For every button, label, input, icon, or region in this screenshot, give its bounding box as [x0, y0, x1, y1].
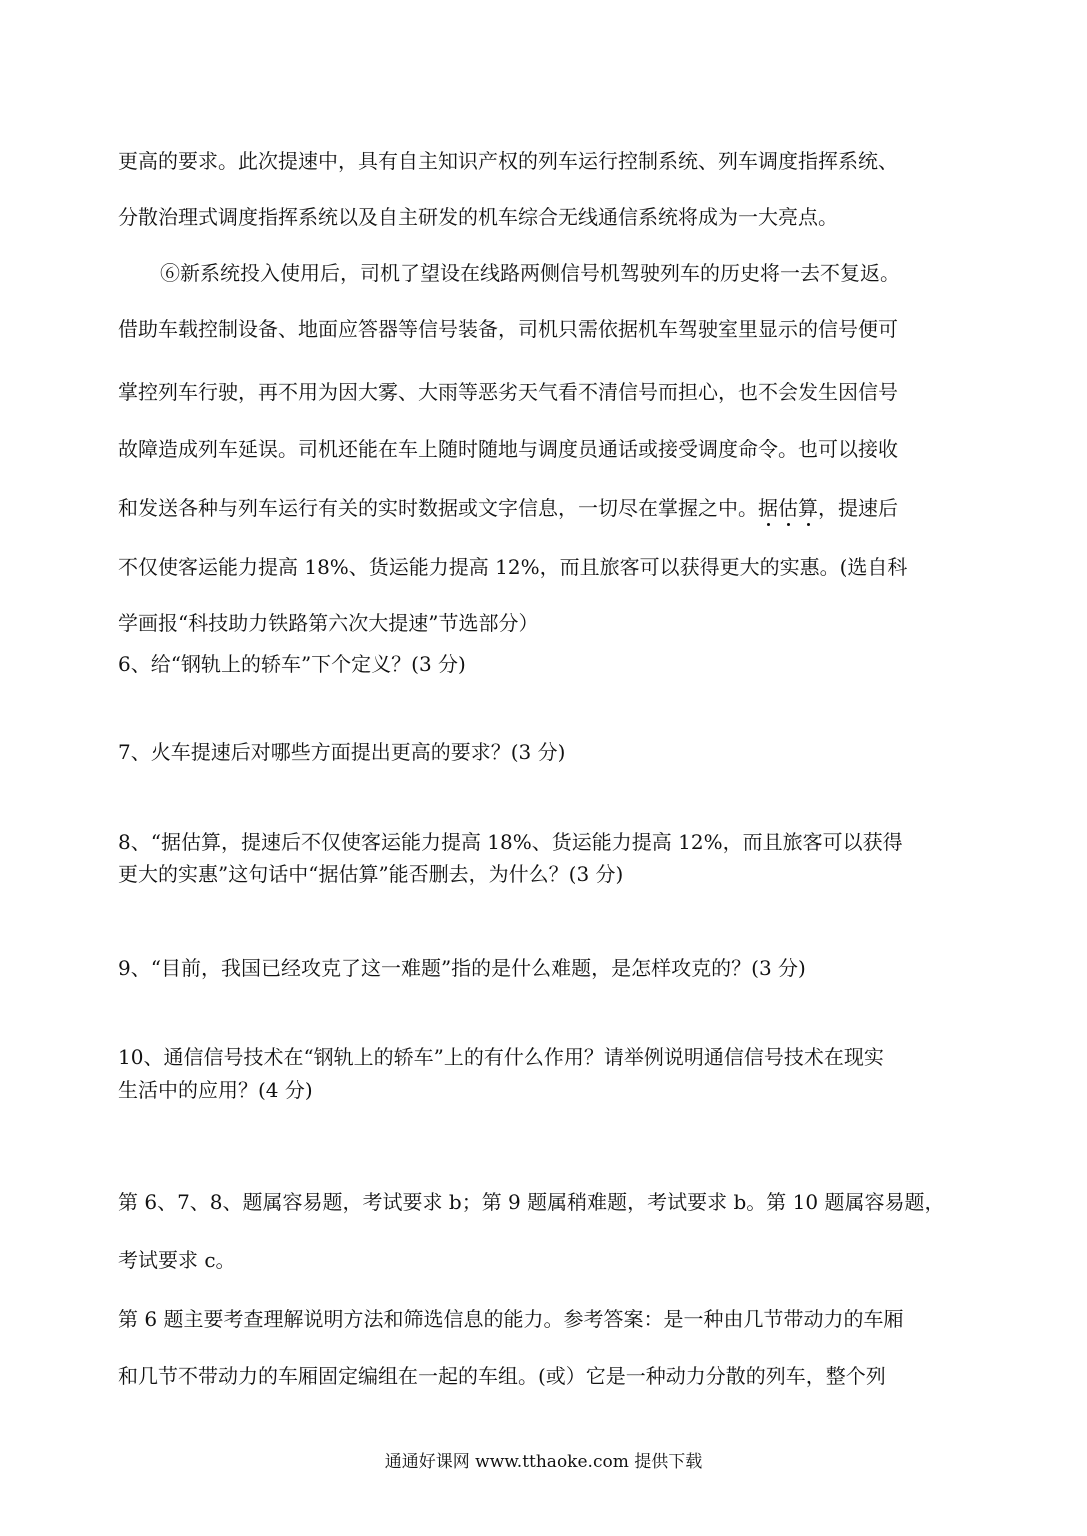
difficulty-note: 第 6、7、8、题属容易题，考试要求 b；第 9 题属稍难题，考试要求 b。第 10 题属容易题， — [118, 1190, 945, 1214]
question-10-line: 生活中的应用？(4 分) — [118, 1078, 313, 1102]
question-8-line: 更大的实惠”这句话中“据估算”能否删去，为什么？(3 分) — [118, 862, 624, 886]
emphasis-char: 据 — [758, 496, 778, 520]
passage-line: 借助车载控制设备、地面应答器等信号装备，司机只需依据机车驾驶室里显示的信号便可 — [118, 317, 898, 341]
emphasis-char: 算 — [798, 496, 818, 520]
answer-6-line: 第 6 题主要考查理解说明方法和筛选信息的能力。参考答案：是一种由几节带动力的车厢 — [118, 1307, 904, 1331]
question-8-line: 8、“据估算，提速后不仅使客运能力提高 18%、货运能力提高 12%，而且旅客可以获得 — [118, 830, 903, 854]
passage-line: 不仅使客运能力提高 18%、货运能力提高 12%，而且旅客可以获得更大的实惠。(选自科 — [118, 555, 908, 579]
difficulty-note: 考试要求 c。 — [118, 1248, 236, 1272]
question-7: 7、火车提速后对哪些方面提出更高的要求？(3 分) — [118, 740, 566, 764]
passage-line: 分散治理式调度指挥系统以及自主研发的机车综合无线通信系统将成为一大亮点。 — [118, 205, 838, 229]
question-9: 9、“目前，我国已经攻克了这一难题”指的是什么难题，是怎样攻克的？(3 分) — [118, 956, 806, 980]
passage-text: 和发送各种与列车运行有关的实时数据或文字信息，一切尽在掌握之中。 — [118, 496, 758, 520]
answer-6-line: 和几节不带动力的车厢固定编组在一起的车组。(或）它是一种动力分散的列车，整个列 — [118, 1364, 886, 1388]
passage-paragraph-6: ⑥新系统投入使用后，司机了望设在线路两侧信号机驾驶列车的历史将一去不复返。 — [160, 261, 900, 285]
passage-line: 掌控列车行驶，再不用为因大雾、大雨等恶劣天气看不清信号而担心，也不会发生因信号 — [118, 380, 898, 404]
page-footer: 通通好课网 www.tthaoke.com 提供下载 — [384, 1452, 703, 1472]
emphasis-char: 估 — [778, 496, 798, 520]
passage-line — [118, 494, 970, 522]
question-6: 6、给“钢轨上的轿车”下个定义？(3 分) — [118, 652, 466, 676]
passage-line: 更高的要求。此次提速中，具有自主知识产权的列车运行控制系统、列车调度指挥系统、 — [118, 149, 898, 173]
question-10-line: 10、通信信号技术在“钢轨上的轿车”上的有什么作用？请举例说明通信信号技术在现实 — [118, 1045, 884, 1069]
passage-text: ，提速后 — [818, 496, 898, 520]
passage-line: 故障造成列车延误。司机还能在车上随时随地与调度员通话或接受调度命令。也可以接收 — [118, 437, 898, 461]
passage-source: 学画报“科技助力铁路第六次大提速”节选部分） — [118, 611, 539, 635]
